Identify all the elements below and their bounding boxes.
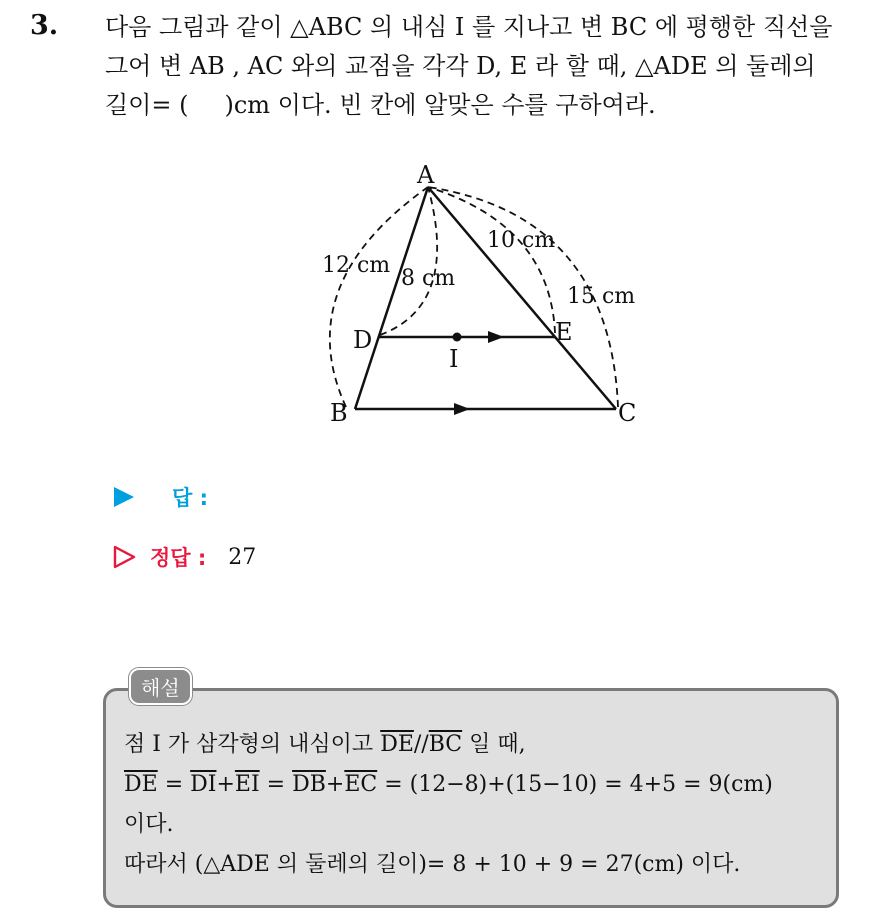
arc-AB-12cm [330,187,428,407]
answer-label: 답 : [172,486,208,510]
label-B: B [330,399,348,427]
question-text [105,8,873,125]
label-A: A [417,161,435,189]
label-D: D [353,326,373,354]
answer-row [112,482,208,512]
explanation-text [124,725,773,885]
measure-AE: 10 cm [487,228,556,253]
label-E: E [555,318,573,346]
label-C: C [618,399,637,427]
correct-answer-label: 정답 : [150,546,207,570]
side-AB [355,187,428,409]
explanation-tag: 해설 [129,668,192,705]
triangle-figure [300,155,670,445]
explanation-line-4: 따라서 (△ADE 의 둘레의 길이)= 8 + 10 + 9 = 27(cm) 이다. [124,852,741,877]
measure-AB: 12 cm [322,253,391,278]
correct-answer-row [112,542,256,572]
incenter-point [453,333,462,342]
question-line-1: 다음 그림과 같이 △ABC 의 내심 I 를 지나고 변 BC 에 평행한 직선을 [105,13,833,41]
outline-triangle-icon [112,544,138,570]
measure-AD: 8 cm [401,266,456,291]
parallel-arrow-DE [488,331,504,343]
question-number: 3. [30,10,59,41]
play-triangle-icon [112,485,136,509]
correct-answer-value: 27 [228,544,257,570]
question-line-3: 길이= ( )cm 이다. 빈 칸에 알맞은 수를 구하여라. [105,91,656,119]
explanation-line-2: $\overline{DE} = \overline{DI}+\overline{EI} = \overline{DB}+\overline{EC} = (12-8)+(15-10) = 4+5 = 9(cm)$ [124,772,773,797]
question-line-2: 그어 변 AB , AC 와의 교점을 각각 D, E 라 할 때, △ADE 의 둘레의 [105,52,816,80]
parallel-arrow-BC [454,403,470,415]
explanation-line-3: 이다. [124,812,174,837]
measure-AC: 15 cm [567,284,636,309]
explanation-line-1: 점 I 가 삼각형의 내심이고 $\overline{DE}//\overline{BC}$ 일 때, [124,732,526,757]
label-I: I [449,345,459,373]
